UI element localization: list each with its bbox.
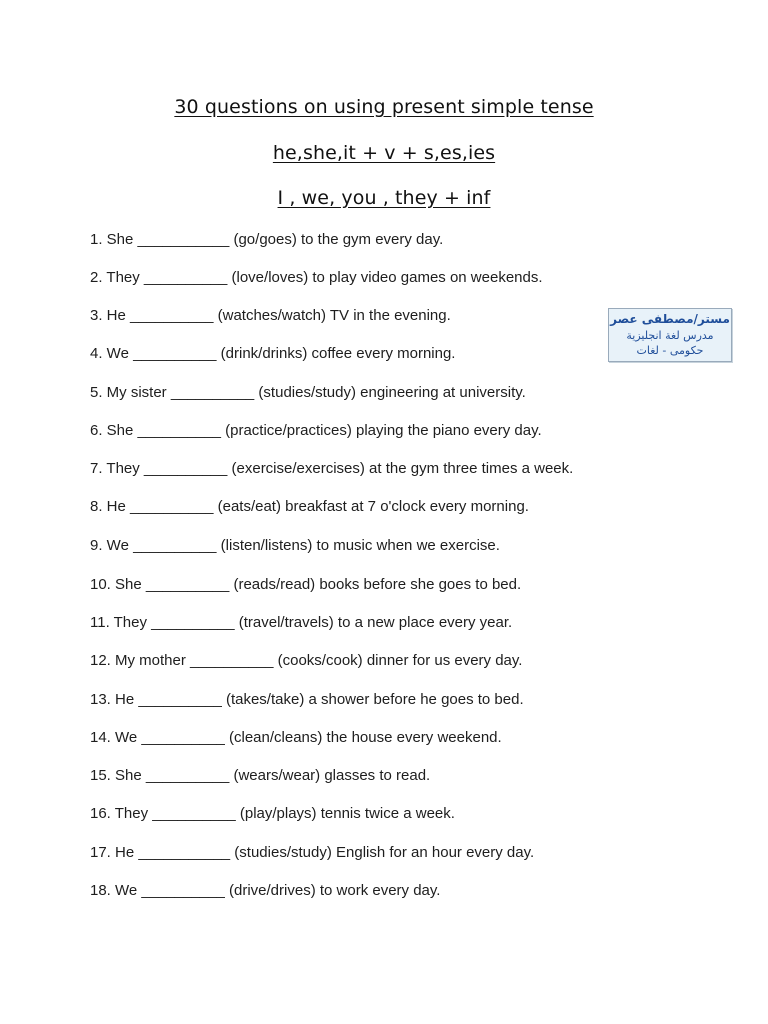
question-item: 18. We __________ (drive/drives) to work every day.: [90, 882, 441, 899]
question-item: 11. They __________ (travel/travels) to a new place every year.: [90, 614, 513, 631]
question-item: 1. She ___________ (go/goes) to the gym every day.: [90, 231, 444, 248]
question-item: 7. They __________ (exercise/exercises) at the gym three times a week.: [90, 460, 574, 477]
question-item: 14. We __________ (clean/cleans) the house every weekend.: [90, 729, 502, 746]
question-item: 10. She __________ (reads/read) books before she goes to bed.: [90, 576, 522, 593]
question-item: 15. She __________ (wears/wear) glasses to read.: [90, 767, 431, 784]
teacher-stamp: [608, 308, 732, 362]
question-item: 16. They __________ (play/plays) tennis twice a week.: [90, 805, 455, 822]
question-item: 5. My sister __________ (studies/study) engineering at university.: [90, 384, 526, 401]
question-item: 8. He __________ (eats/eat) breakfast at 7 o'clock every morning.: [90, 498, 529, 515]
worksheet-title: 30 questions on using present simple tense: [174, 96, 594, 118]
stamp-teacher-role: مدرس لغة انجليزية: [626, 329, 714, 342]
question-item: 17. He ___________ (studies/study) English for an hour every day.: [90, 844, 535, 861]
question-item: 12. My mother __________ (cooks/cook) dinner for us every day.: [90, 652, 523, 669]
question-item: 6. She __________ (practice/practices) playing the piano every day.: [90, 422, 542, 439]
rule-other-persons: I , we, you , they + inf: [277, 187, 491, 209]
stamp-teacher-name: مستر/مصطفى عصر: [610, 312, 730, 326]
question-item: 4. We __________ (drink/drinks) coffee every morning.: [90, 345, 456, 362]
rule-third-person: he,she,it + v + s,es,ies: [272, 142, 496, 164]
stamp-school-type: حكومى - لغات: [636, 344, 704, 357]
question-item: 9. We __________ (listen/listens) to music when we exercise.: [90, 537, 500, 554]
question-item: 2. They __________ (love/loves) to play video games on weekends.: [90, 269, 543, 286]
question-item: 3. He __________ (watches/watch) TV in the evening.: [90, 307, 451, 324]
question-item: 13. He __________ (takes/take) a shower before he goes to bed.: [90, 691, 524, 708]
